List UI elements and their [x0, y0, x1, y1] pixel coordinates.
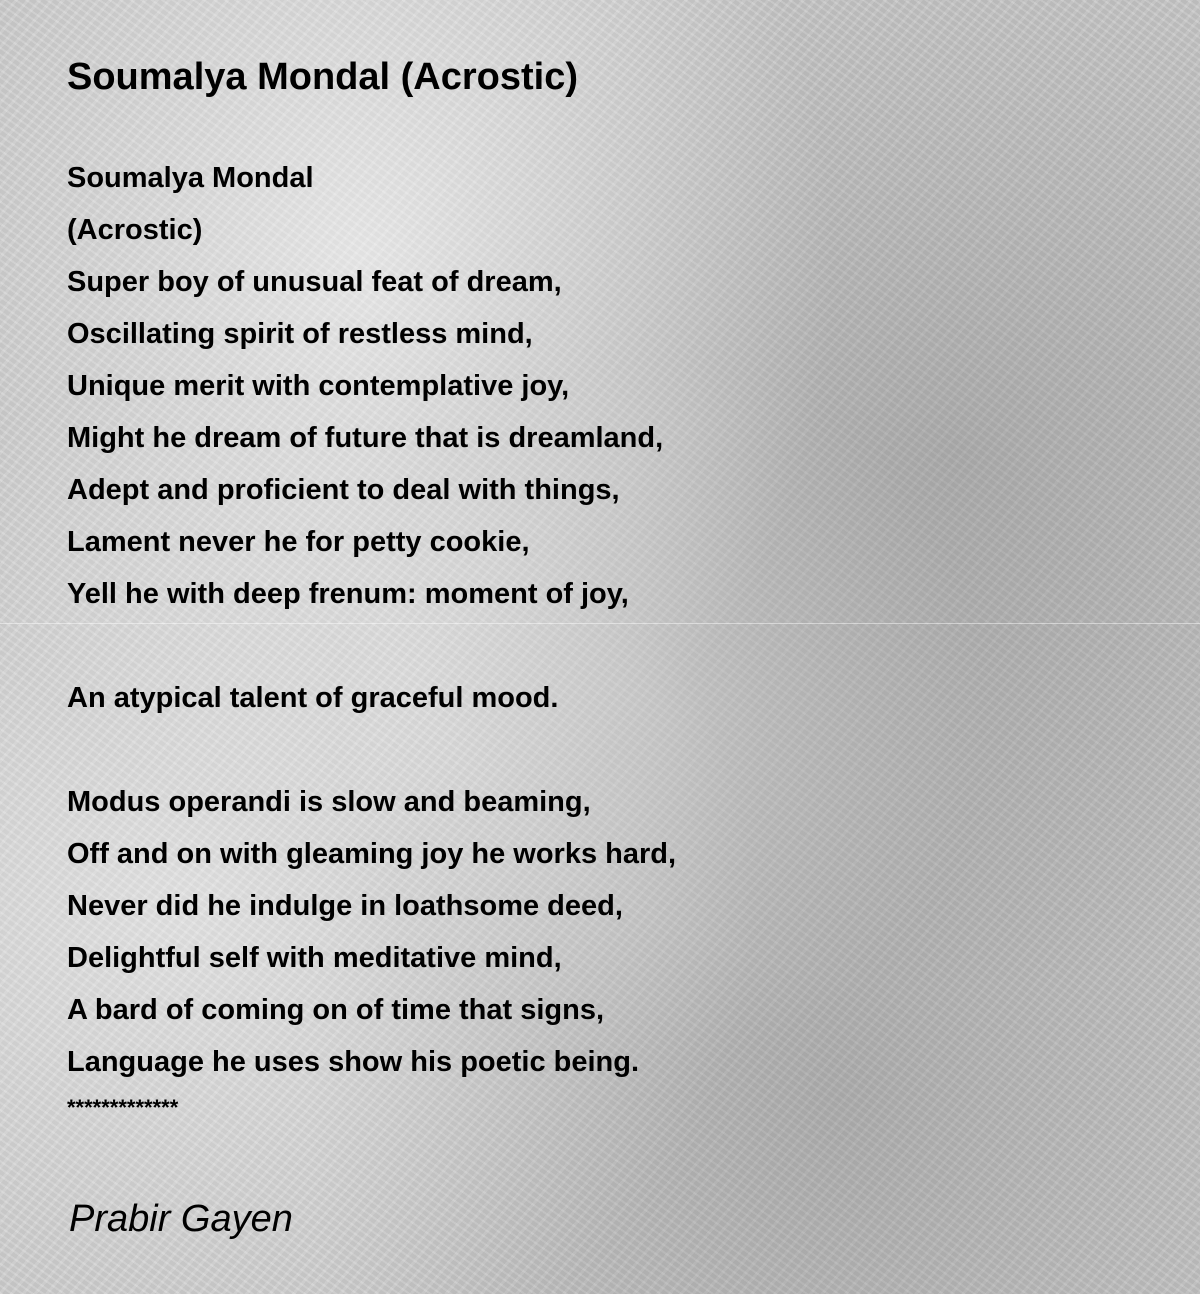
poem-line: (Acrostic) — [67, 214, 203, 246]
poem-line: Lament never he for petty cookie, — [67, 526, 530, 558]
poem-line: Delightful self with meditative mind, — [67, 942, 562, 974]
separator-stars: ************* — [67, 1095, 179, 1120]
poem-line: Language he uses show his poetic being. — [67, 1046, 640, 1078]
poem-line: Never did he indulge in loathsome deed, — [67, 890, 623, 922]
stanza-break — [67, 724, 676, 776]
poem-line: Soumalya Mondal — [67, 162, 314, 194]
poem-title: Soumalya Mondal (Acrostic) — [67, 56, 578, 98]
stanza-break — [67, 620, 676, 672]
poem-body — [67, 152, 676, 1128]
poem-line: Might he dream of future that is dreamland, — [67, 422, 664, 454]
poem-line: Oscillating spirit of restless mind, — [67, 318, 533, 350]
poem-line: Unique merit with contemplative joy, — [67, 370, 570, 402]
poem-line: Off and on with gleaming joy he works hard, — [67, 838, 677, 870]
poem-line: Adept and proficient to deal with things, — [67, 474, 620, 506]
author-name: Prabir Gayen — [69, 1198, 293, 1240]
poem-line: Super boy of unusual feat of dream, — [67, 266, 562, 298]
poem-line: A bard of coming on of time that signs, — [67, 994, 605, 1026]
poem-line: Modus operandi is slow and beaming, — [67, 786, 591, 818]
poem-line: An atypical talent of graceful mood. — [67, 682, 559, 714]
poem-line: Yell he with deep frenum: moment of joy, — [67, 578, 629, 610]
